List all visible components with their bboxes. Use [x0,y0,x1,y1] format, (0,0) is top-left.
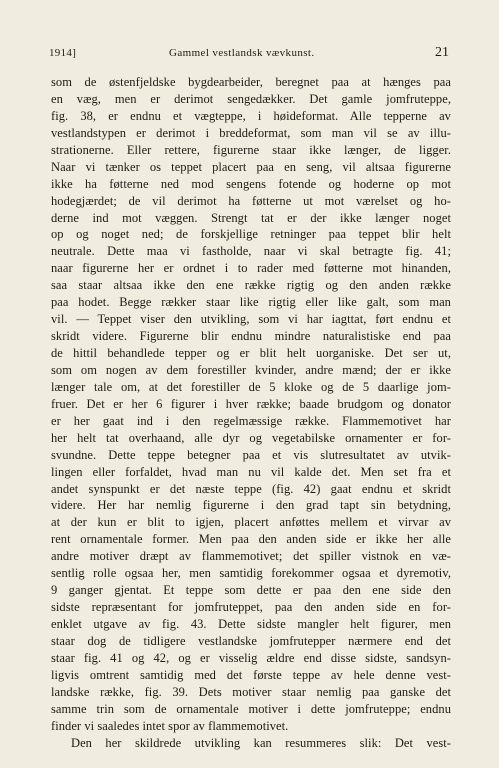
page-number: 21 [435,45,449,60]
text-line: andre motiver dræpt av flammemotivet; det spiller vistnok en væ- [51,549,451,564]
text-line: ikke ha føtterne ned mod sengens fotende og hoderne op mot [51,176,451,191]
text-line: fig. 38, er endnu et vægteppe, i høideformat. Alle tepperne av [51,108,451,123]
running-header [49,47,449,63]
text-line: vil. — Teppet viser den utvikling, som vi har iagttat, ført endnu et [51,312,451,327]
text-line: strationerne. Eller rettere, figurerne staar ikke længer, de ligger. [51,142,451,157]
text-line: hodegjærdet; de vil derimot ha føtterne ut mot værelset og ho- [51,193,451,208]
text-line: Den her skildrede utvikling kan resummeres slik: Det vest- [71,735,451,750]
text-line: at der kun er blit to igjen, placert anføttes mellem et virvar av [51,515,451,530]
text-line: derne ind mot væggen. Strengt tat er der ikke længer noget [51,210,451,225]
header-year: 1914] [49,47,77,59]
text-line: fruer. Det er her 6 figurer i hver række; baade brudgom og donator [51,396,451,411]
text-line: finder vi saaledes intet spor av flammemotivet. [51,718,289,733]
text-line: ligvis omtrent samtidig med det første teppe av hele denne vest- [51,667,451,682]
text-line: svundne. Dette teppe betegner paa et vis slutresultatet av utvik- [51,447,451,462]
text-line: videre. Her har nemlig figurerne i den grad tapt sin betydning, [51,498,451,513]
text-line: saa staar altsaa ikke den ene række rigtig og den anden række [51,278,451,293]
text-line: de hittil behandlede tepper og er blit helt uorganiske. Det ser ut, [51,346,451,360]
text-line: som om nogen av dem forestiller kvinder, andre mænd; der er ikke [51,362,451,377]
text-line: op og noget ned; de forskjellige retninger paa teppet blir helt [51,227,451,242]
body-text [51,74,451,752]
text-line: neutrale. Dette maa vi fastholde, naar vi skal betragte fig. 41; [51,244,451,259]
text-line: sidste repræsentant for jomfruteppet, paa den anden side en for- [51,600,451,615]
text-line: samme trin som de ornamentale motiver i dette jomfruteppe; endnu [51,701,451,716]
text-line: enklet utgave av fig. 43. Dette sidste mangler helt figurer, men [51,617,451,631]
text-line: naar figurerne her er ordnet i to rader med føtterne mot hinanden, [51,261,451,276]
text-line: en væg, men er derimot sengedækker. Det gamle jomfruteppe, [51,91,451,106]
header-title: Gammel vestlandsk vævkunst. [169,47,315,59]
text-line: staar fig. 41 og 42, og er visselig ældre end disse sidste, sandsyn- [51,650,451,665]
text-line: sentlig rolle ogsaa her, men samtidig forekommer ogsaa et dyremotiv, [51,566,451,581]
text-line: paa hodet. Begge rækker staar like rigtig eller like galt, som man [51,295,451,310]
text-line: som de østenfjeldske bygdearbeider, beregnet paa at hænges paa [51,75,451,89]
text-line: rent ornamentale former. Men paa den anden side er ikke her alle [51,532,451,547]
text-line: staar dog de tidligere vestlandske jomfrutepper nærmere end det [51,633,451,648]
text-line: Naar vi tænker os teppet placert paa en seng, vil altsaa figurerne [51,159,451,174]
text-line: er her gaat ind i den regelmæssige række. Flammemotivet har [51,413,451,428]
text-line: skridt videre. Figurerne blir endnu mindre naturalistiske end paa [51,329,451,344]
text-line: længer tale om, at det forestiller de 5 kloke og de 5 daarlige jom- [51,379,451,394]
text-line: lingen eller forfaldet, hvad man nu vil kalde det. Men set fra et [51,464,451,479]
text-line: landske række, fig. 39. Dets motiver staar nemlig paa ganske det [51,684,451,699]
text-line: 9 ganger gjentat. Et teppe som dette er paa den ene side den [51,583,451,598]
text-line: vestlandstypen er derimot i breddeformat, som man vil se av illu- [51,125,451,140]
text-line: her helt tat overhaand, alle dyr og vegetabilske ornamenter er for- [51,430,451,445]
text-line: andet synspunkt er det næste teppe (fig. 42) gaat endnu et skridt [51,481,451,496]
